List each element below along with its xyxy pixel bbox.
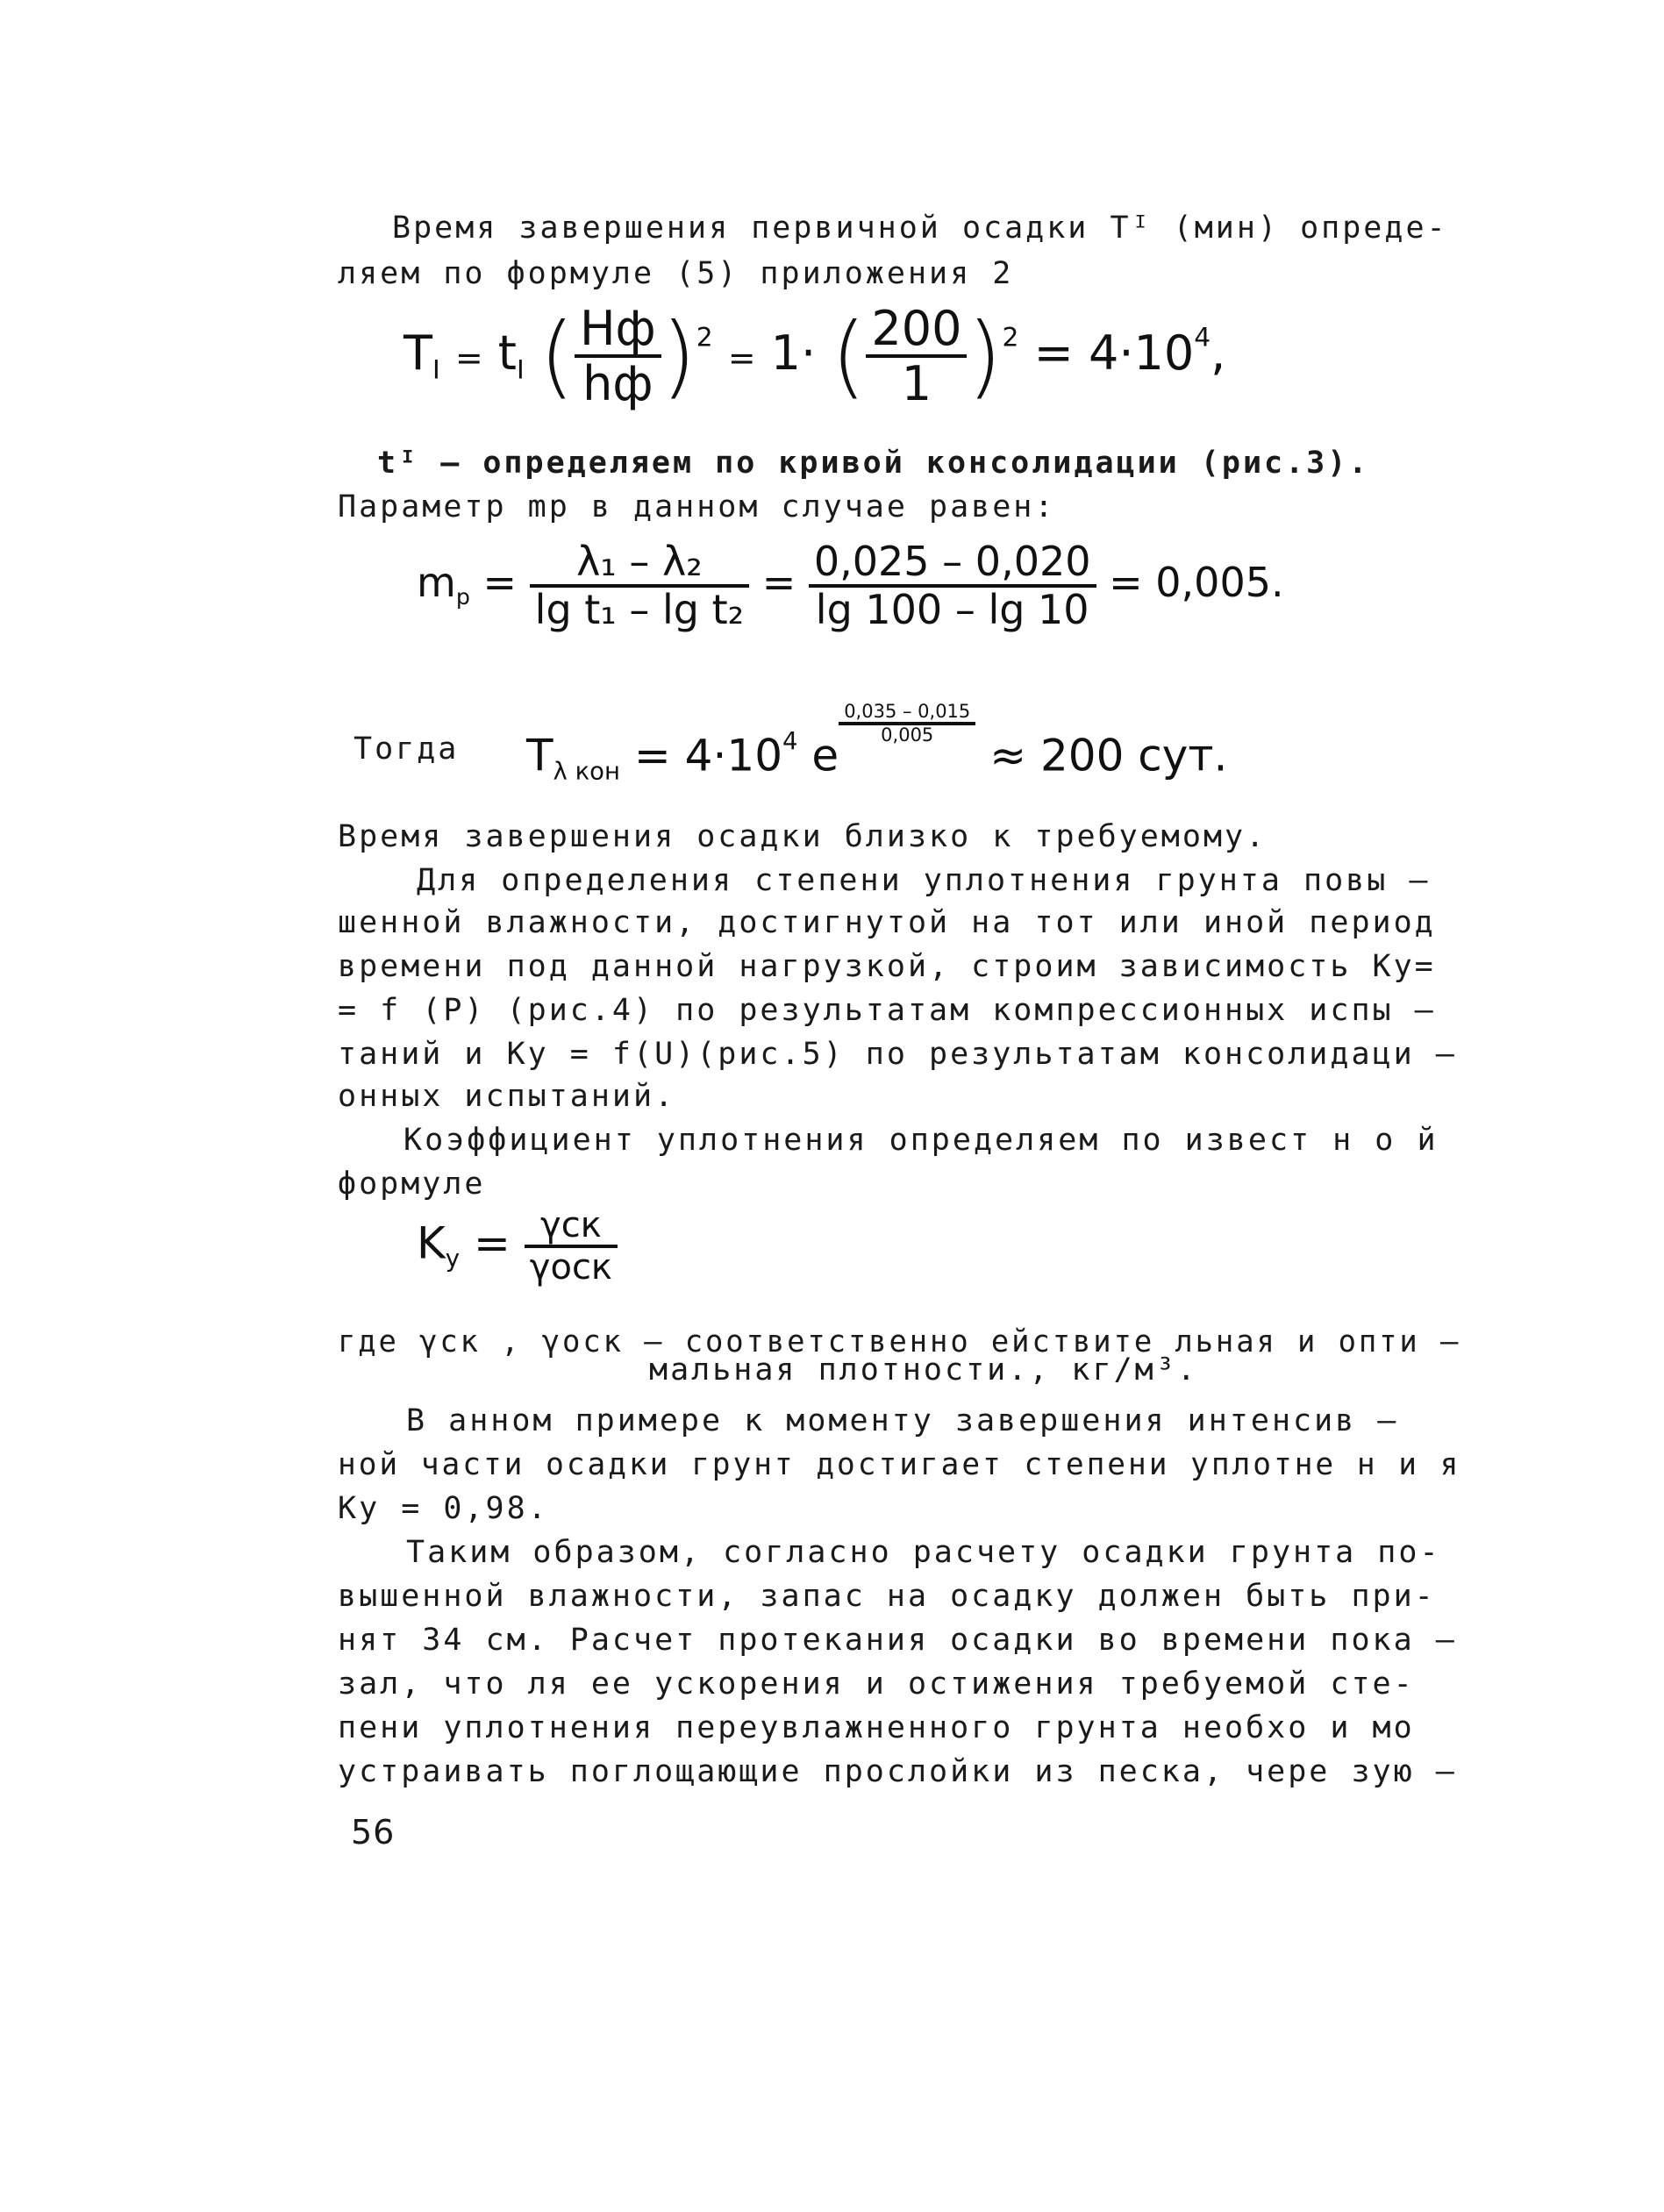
text-line-20: Таким образом, согласно расчету осадки грунта по- (406, 1535, 1441, 1570)
text-line-18: ной части осадки грунт достигает степени уплотне н и я (338, 1447, 1461, 1482)
text-line-4: Параметр mр в данном случае равен: (338, 489, 1056, 524)
fraction-lambda-over-lg: $\frac{\text{λ₁ – λ₂}}{\text{lg t₁ – lg t₂}}$ (530, 539, 749, 631)
fraction-exponent: $\frac{0,035 - 0,015}{0,005}$ (839, 702, 975, 746)
formula-primary-settlement-time: $T_I = t_I$ ( $\frac{Hф}{hф}$ )$^2$ = 1· ( $\frac{200}{1}$ )$^2 = 4\cdot 10^4$, (404, 301, 1226, 412)
fraction-numeric-ratio: $\frac{200}{1}$ (866, 303, 967, 410)
text-line-17: В анном примере к моменту завершения интенсив – (406, 1403, 1399, 1438)
formula-settlement-time: $T_{\lambda кон} = 4\cdot 10^4$ e $\frac{0,035 - 0,015}{0,005}$ ≈ 200 сут. (526, 701, 1228, 786)
text-line-11: таний и Kу = f(U)(рис.5) по результатам консолидаци – (338, 1037, 1457, 1072)
text-line-19: Kу = 0,98. (338, 1491, 549, 1526)
text-line-22: нят 34 см. Расчет протекания осадки во времени пока – (338, 1623, 1457, 1658)
text-line-21: вышенной влажности, запас на осадку должен быть при- (338, 1579, 1436, 1614)
text-line-25: устраивать поглощающие прослойки из песка, чере зую – (338, 1754, 1457, 1789)
text-line-14: формуле (338, 1167, 486, 1202)
text-line-3: tᴵ – определяем по кривой консолидации (рис.3). (377, 446, 1370, 481)
text-line-9: времени под данной нагрузкой, строим зависимость Kу= (338, 949, 1436, 984)
fraction-numeric-mp: $\frac{0,025 - 0,020}{\lg 100 - \lg 10}$ (809, 539, 1096, 631)
text-line-13: Коэффициент уплотнения определяем по извест н о й (404, 1123, 1439, 1158)
text-line-10: = f (P) (рис.4) по результатам компрессионных испы – (338, 993, 1436, 1028)
fraction-h-ratio: $\frac{Hф}{hф}$ (575, 303, 661, 410)
text-line-6: Время завершения осадки близко к требуемому. (338, 819, 1268, 854)
text-line-5: Тогда (354, 731, 460, 767)
text-line-12: онных испытаний. (338, 1079, 676, 1114)
text-line-16: мальная плотности., кг/м³. (649, 1352, 1198, 1388)
text-line-24: пени уплотнения переувлажненного грунта необхо и мо (338, 1710, 1415, 1745)
text-line-2: ляем по формуле (5) приложения 2 (338, 256, 1014, 291)
fraction-density-ratio: $\frac{\text{γск}}{\text{γоск}}$ (525, 1206, 618, 1287)
text-line-1: Время завершения первичной осадки Tᴵ (мин) опреде- (392, 210, 1448, 246)
page-number: 56 (351, 1813, 396, 1852)
text-line-7: Для определения степени уплотнения грунта повы – (417, 863, 1431, 898)
text-line-23: зал, что ля ее ускорения и остижения требуемой сте- (338, 1666, 1415, 1702)
formula-compaction-coefficient: $K_у$ = $\frac{\text{γск}}{\text{γоск}}$ (417, 1206, 618, 1287)
formula-parameter-mp: $m_р$ = $\frac{\text{λ₁ – λ₂}}{\text{lg t₁ – lg t₂}}$ = $\frac{0,025 - 0,020}{\lg 100 - \lg 10}$ = 0,005. (417, 538, 1284, 633)
text-line-8: шенной влажности, достигнутой на тот или иной период (338, 905, 1436, 940)
text-line-15: где γск , γоск – соответственно ействите льная и опти – (338, 1324, 1461, 1359)
